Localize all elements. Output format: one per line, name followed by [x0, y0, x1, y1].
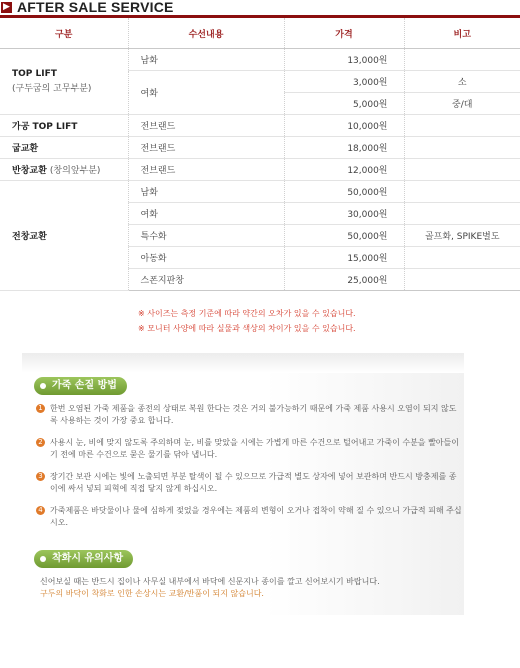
table-row [0, 115, 520, 137]
note-cell [404, 203, 520, 225]
category-label: 반창교환 [12, 166, 47, 176]
category-sub-label: (구두굽의 고무부분) [12, 84, 92, 94]
caution-line-1: 신어보실 때는 반드시 집이나 사무실 내부에서 바닥에 신문지나 종이를 깔고 신어보시기 바랍니다. [40, 577, 380, 586]
arrow-bullet-icon: ▶ [1, 2, 12, 13]
table-row [0, 49, 520, 71]
note-cell: 골프화, SPIKE별도 [404, 225, 520, 247]
price-cell: 5,000원 [284, 93, 404, 115]
care-list [36, 403, 462, 539]
disclaimer-color: ※ 모니터 사양에 따라 실물과 색상의 차이가 있을 수 있습니다. [138, 324, 356, 333]
content-cell: 전브랜드 [128, 115, 284, 137]
category-cell [0, 159, 128, 181]
caution-title-badge: 착화시 유의사항 [34, 550, 133, 568]
content-cell: 스폰지판창 [128, 269, 284, 291]
price-cell: 50,000원 [284, 225, 404, 247]
caution-line-2: 구두의 바닥이 착화로 인한 손상시는 교환/반품이 되지 않습니다. [40, 589, 264, 598]
content-cell: 아동화 [128, 247, 284, 269]
number-badge-icon: 4 [36, 506, 45, 515]
column-header: 수선내용 [128, 18, 284, 49]
caution-text [40, 576, 380, 600]
list-item [36, 505, 462, 529]
category-sub-label: (창의앞부분) [49, 166, 101, 176]
price-cell: 18,000원 [284, 137, 404, 159]
price-cell: 30,000원 [284, 203, 404, 225]
note-cell [404, 247, 520, 269]
disclaimer-notes [138, 306, 356, 336]
category-cell [0, 49, 128, 115]
price-cell: 12,000원 [284, 159, 404, 181]
content-cell: 남화 [128, 49, 284, 71]
care-title-badge: 가죽 손질 방법 [34, 377, 127, 395]
note-cell [404, 269, 520, 291]
list-item [36, 437, 462, 461]
content-cell: 특수화 [128, 225, 284, 247]
number-badge-icon: 1 [36, 404, 45, 413]
service-price-table [0, 18, 520, 291]
disclaimer-size: ※ 사이즈는 측정 기준에 따라 약간의 오차가 있을 수 있습니다. [138, 309, 356, 318]
note-cell: 소 [404, 71, 520, 93]
price-cell: 15,000원 [284, 247, 404, 269]
note-cell: 중/대 [404, 93, 520, 115]
list-item-text: 가죽제품은 바닷물이나 물에 심하게 젖었을 경우에는 제품의 변형이 오거나 접착이 약해 질 수 있으니 가급적 피해 주십시오. [50, 506, 462, 527]
list-item [36, 403, 462, 427]
section-header [0, 0, 520, 14]
price-cell: 13,000원 [284, 49, 404, 71]
list-item-text: 한번 오염된 가죽 제품을 종전의 상태로 복원 한다는 것은 거의 불가능하기 때문에 가죽 제품 사용시 오염이 되지 않도록 사용하는 것이 가장 중요 합니다. [50, 404, 457, 425]
column-header: 비고 [404, 18, 520, 49]
number-badge-icon: 2 [36, 438, 45, 447]
price-cell: 3,000원 [284, 71, 404, 93]
content-cell: 여화 [128, 71, 284, 115]
column-header: 구분 [0, 18, 128, 49]
category-label: TOP LIFT [12, 69, 57, 79]
note-cell [404, 137, 520, 159]
note-cell [404, 159, 520, 181]
page-title: AFTER SALE SERVICE [17, 0, 174, 15]
list-item-text: 장기간 보관 시에는 빛에 노출되면 부분 탈색이 될 수 있으므로 가급적 별도 상자에 넣어 보관하며 반드시 방충제를 종이에 싸서 넣되 피혁에 직접 닿지 않게 하십시오. [50, 472, 457, 493]
list-item-text: 사용시 눈, 비에 맞지 않도록 주의하며 눈, 비를 맞았을 시에는 가볍게 마른 수건으로 털어내고 가죽이 수분을 빨아들이기 전에 마른 수건으로 묻은 물기를 닦아 냅니다. [50, 438, 459, 459]
number-badge-icon: 3 [36, 472, 45, 481]
table-row [0, 159, 520, 181]
category-cell: 전창교환 [0, 181, 128, 291]
note-cell [404, 115, 520, 137]
category-cell: 굽교환 [0, 137, 128, 159]
note-cell [404, 49, 520, 71]
list-item [36, 471, 462, 495]
panel-top-shade [22, 353, 464, 373]
table-header-row [0, 18, 520, 49]
content-cell: 남화 [128, 181, 284, 203]
category-cell: 가공 TOP LIFT [0, 115, 128, 137]
column-header: 가격 [284, 18, 404, 49]
table-row [0, 181, 520, 203]
care-panel [22, 353, 464, 615]
content-cell: 전브랜드 [128, 137, 284, 159]
note-cell [404, 181, 520, 203]
price-cell: 25,000원 [284, 269, 404, 291]
table-row [0, 137, 520, 159]
price-cell: 10,000원 [284, 115, 404, 137]
content-cell: 여화 [128, 203, 284, 225]
content-cell: 전브랜드 [128, 159, 284, 181]
price-cell: 50,000원 [284, 181, 404, 203]
